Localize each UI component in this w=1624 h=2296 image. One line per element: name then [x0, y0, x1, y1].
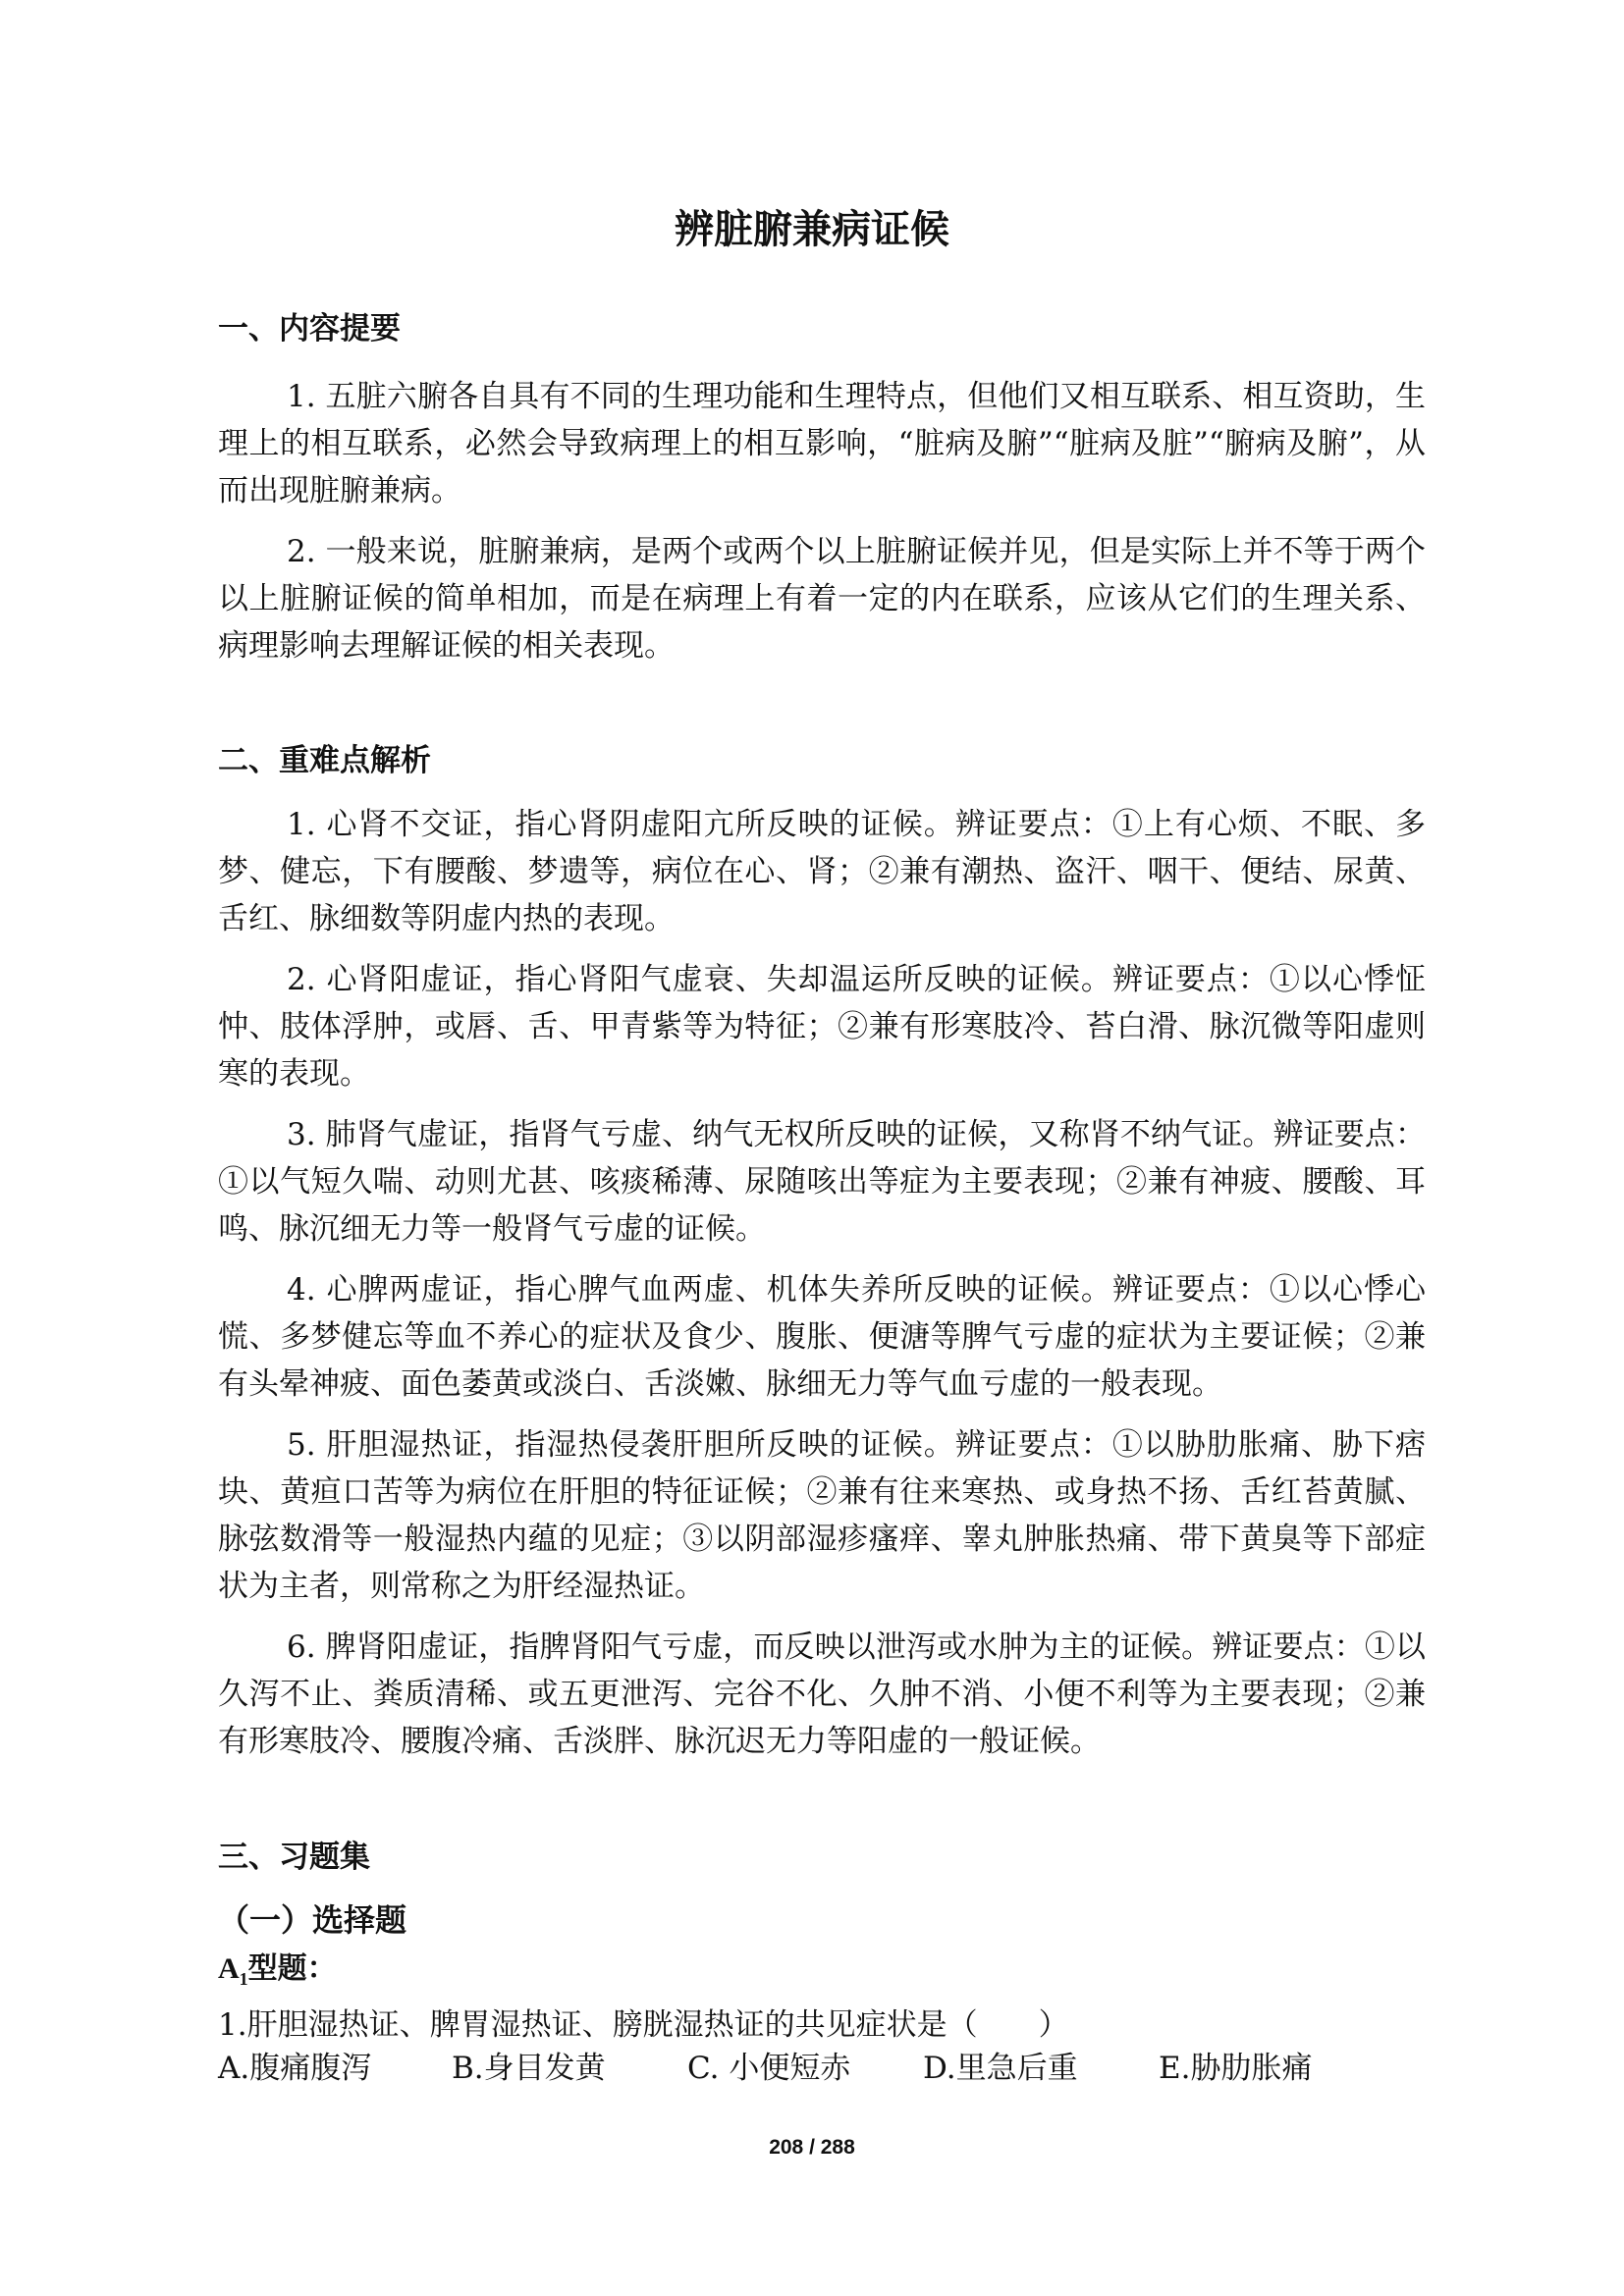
- question-type-suffix: 型题：: [247, 1952, 337, 1985]
- question-type-label: [218, 1948, 337, 2001]
- question-type-subscript: 1: [239, 1969, 248, 1989]
- section-body-analysis: [218, 801, 1426, 1765]
- paragraph: 1. 心肾不交证，指心肾阴虚阳亢所反映的证候。辨证要点：①上有心烦、不眠、多梦、健忘，下有腰酸、梦遗等，病位在心、肾；②兼有潮热、盗汗、咽干、便结、尿黄、舌红、脉细数等阴虚内热的表现。: [218, 807, 1426, 936]
- section-heading-exercises: 三、习题集: [218, 1840, 370, 1875]
- paragraph: 5. 肝胆湿热证，指湿热侵袭肝胆所反映的证候。辨证要点：①以胁肋胀痛、胁下痞块、黄疸口苦等为病位在肝胆的特征证候；②兼有往来寒热、或身热不扬、舌红苔黄腻、脉弦数滑等一般湿热内蕴的见症；③以阴部湿疹瘙痒、睾丸肿胀热痛、带下黄臭等下部症状为主者，则常称之为肝经湿热证。: [218, 1427, 1426, 1604]
- question-type-letter: A: [218, 1952, 240, 1985]
- question-1-options: [218, 2046, 1426, 2095]
- paragraph: 1. 五脏六腑各自具有不同的生理功能和生理特点，但他们又相互联系、相互资助，生理上的相互联系，必然会导致病理上的相互影响，“脏病及腑”“脏病及脏”“腑病及腑”，从而出现脏腑兼病。: [218, 379, 1426, 508]
- paragraph: 2. 心肾阳虚证，指心肾阳气虚衰、失却温运所反映的证候。辨证要点：①以心悸怔忡、肢体浮肿，或唇、舌、甲青紫等为特征；②兼有形寒肢冷、苔白滑、脉沉微等阳虚则寒的表现。: [218, 962, 1426, 1092]
- paragraph: 3. 肺肾气虚证，指肾气亏虚、纳气无权所反映的证候，又称肾不纳气证。辨证要点：①以气短久喘、动则尤甚、咳痰稀薄、尿随咳出等症为主要表现；②兼有神疲、腰酸、耳鸣、脉沉细无力等一般肾气亏虚的证候。: [218, 1117, 1426, 1247]
- option-c: C. 小便短赤: [687, 2051, 851, 2086]
- paragraph: 6. 脾肾阳虚证，指脾肾阳气亏虚，而反映以泄泻或水肿为主的证候。辨证要点：①以久泻不止、粪质清稀、或五更泄泻、完谷不化、久肿不消、小便不利等为主要表现；②兼有形寒肢冷、腰腹冷痛、舌淡胖、脉沉迟无力等阳虚的一般证候。: [218, 1629, 1426, 1759]
- paragraph: 4. 心脾两虚证，指心脾气血两虚、机体失养所反映的证候。辨证要点：①以心悸心慌、多梦健忘等血不养心的症状及食少、腹胀、便溏等脾气亏虚的症状为主要证候；②兼有头晕神疲、面色萎黄或淡白、舌淡嫩、脉细无力等气血亏虚的一般表现。: [218, 1272, 1426, 1402]
- option-e: E.胁肋胀痛: [1159, 2051, 1313, 2086]
- page-number: 208 / 288: [769, 2136, 855, 2159]
- option-a: A.腹痛腹泻: [218, 2051, 372, 2086]
- subsection-heading-choice: （一）选择题: [218, 1901, 407, 1939]
- section-heading-analysis: 二、重难点解析: [218, 743, 431, 778]
- section-body-summary: [218, 373, 1426, 669]
- question-1: 1.肝胆湿热证、脾胃湿热证、膀胱湿热证的共见症状是（ ）: [218, 2007, 1069, 2043]
- option-b: B.身目发黄: [452, 2051, 606, 2086]
- paragraph: 2. 一般来说，脏腑兼病，是两个或两个以上脏腑证候并见，但是实际上并不等于两个以上脏腑证候的简单相加，而是在病理上有着一定的内在联系，应该从它们的生理关系、病理影响去理解证候的相关表现。: [218, 534, 1426, 664]
- section-heading-summary: 一、内容提要: [218, 311, 401, 347]
- page-title: 辨脏腑兼病证候: [675, 207, 949, 252]
- option-d: D.里急后重: [923, 2051, 1078, 2086]
